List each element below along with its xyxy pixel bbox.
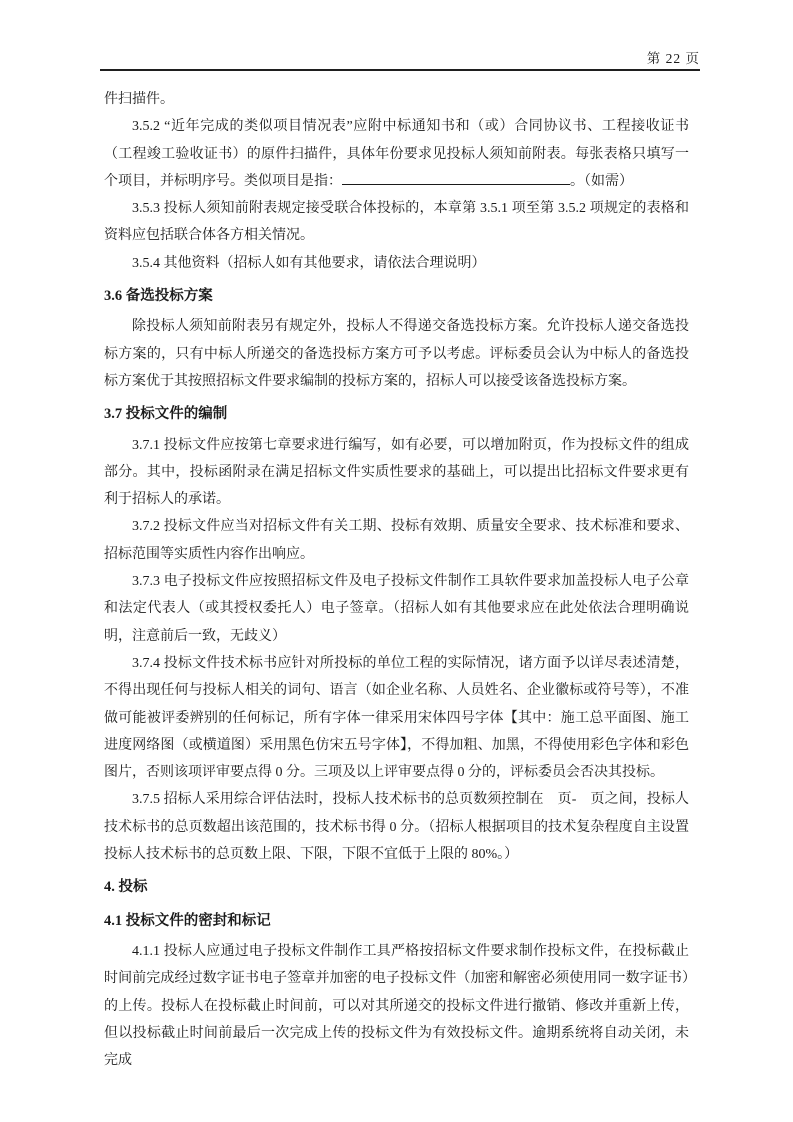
paragraph-3-6: 除投标人须知前附表另有规定外，投标人不得递交备选投标方案。允许投标人递交备选投标方案的，只有中标人所递交的备选投标方案方可予以考虑。评标委员会认为中标人的备选投标方案优于其按照招标文件要求编制的投标方案的，招标人可以接受该备选投标方案。 <box>104 319 689 389</box>
paragraph-3-7-1: 3.7.1 投标文件应按第七章要求进行编写，如有必要，可以增加附页，作为投标文件的组成部分。其中，投标函附录在满足招标文件实质性要求的基础上，可以提出比招标文件要求更有利于招标人的承诺。 <box>104 437 689 508</box>
paragraph-3-7-2: 3.7.2 投标文件应当对招标文件有关工期、投标有效期、质量安全要求、技术标准和要求、招标范围等实质性内容作出响应。 <box>104 519 689 562</box>
paragraph-4-1-1: 4.1.1 投标人应通过电子投标文件制作工具严格按招标文件要求制作投标文件，在投标截止时间前完成经过数字证书电子签章并加密的电子投标文件（加密和解密必须使用同一数字证书）的上传。投标人在投标截止时间前，可以对其所递交的投标文件进行撤销、修改并重新上传，但以投标截止时间前最后一次完成上传的投标文件为有效投标文件。逾期系统将自动关闭，未完成 <box>104 943 689 1069</box>
paragraph-3-7-5: 3.7.5 招标人采用综合评估法时，投标人技术标书的总页数须控制在 页- 页之间，投标人技术标书的总页数超出该范围的，技术标书得 0 分。（招标人根据项目的技术复杂程度自主设置投标人技术标书的总页数上限、下限，下限不宜低于上限的 80%。） <box>104 792 689 863</box>
page-number: 第 22 页 <box>646 51 700 66</box>
heading-3-7: 3.7 投标文件的编制 <box>104 406 228 423</box>
paragraph-continuation: 件扫描件。 <box>104 92 174 107</box>
paragraph-3-5-4: 3.5.4 其他资料（招标人如有其他要求，请依法合理说明） <box>132 255 486 271</box>
paragraph-3-5-2-text: 3.5.2 “近年完成的类似项目情况表”应附中标通知书和（或）合同协议书、工程接收证书（工程竣工验收证书）的原件扫描件，具体年份要求见投标人须知前附表。每张表格只填写一个项目，并标明序号。类似项目是指： <box>104 119 689 189</box>
paragraph-3-7-3: 3.7.3 电子投标文件应按照招标文件及电子投标文件制作工具软件要求加盖投标人电子公章和法定代表人（或其授权委托人）电子签章。（招标人如有其他要求应在此处依法合理明确说明，注意前后一致，无歧义） <box>104 574 689 644</box>
paragraph-3-7-4: 3.7.4 投标文件技术标书应针对所投标的单位工程的实际情况，诸方面予以详尽表述清楚，不得出现任何与投标人相关的词句、语言（如企业名称、人员姓名、企业徽标或符号等），不准做可能被评委辨别的任何标记，所有字体一律采用宋体四号字体【其中：施工总平面图、施工进度网络图（或横道图）采用黑色仿宋五号字体】，不得加粗、加黑，不得使用彩色字体和彩色图片，否则该项评审要点得 0 分。三项及以上评审要点得 0 分的，评标委员会否决其投标。 <box>104 655 689 781</box>
heading-3-6: 3.6 备选投标方案 <box>104 288 213 305</box>
heading-4: 4. 投标 <box>104 879 148 896</box>
paragraph-3-5-2 <box>104 113 689 195</box>
paragraph-3-5-2-tail: 。（如需） <box>570 173 633 189</box>
document-body <box>104 86 689 1074</box>
heading-4-1: 4.1 投标文件的密封和标记 <box>104 912 271 929</box>
blank-underline <box>342 171 570 185</box>
paragraph-3-5-3: 3.5.3 投标人须知前附表规定接受联合体投标的，本章第 3.5.1 项至第 3.5.2 项规定的表格和资料应包括联合体各方相关情况。 <box>104 201 689 244</box>
page-header <box>100 0 700 71</box>
